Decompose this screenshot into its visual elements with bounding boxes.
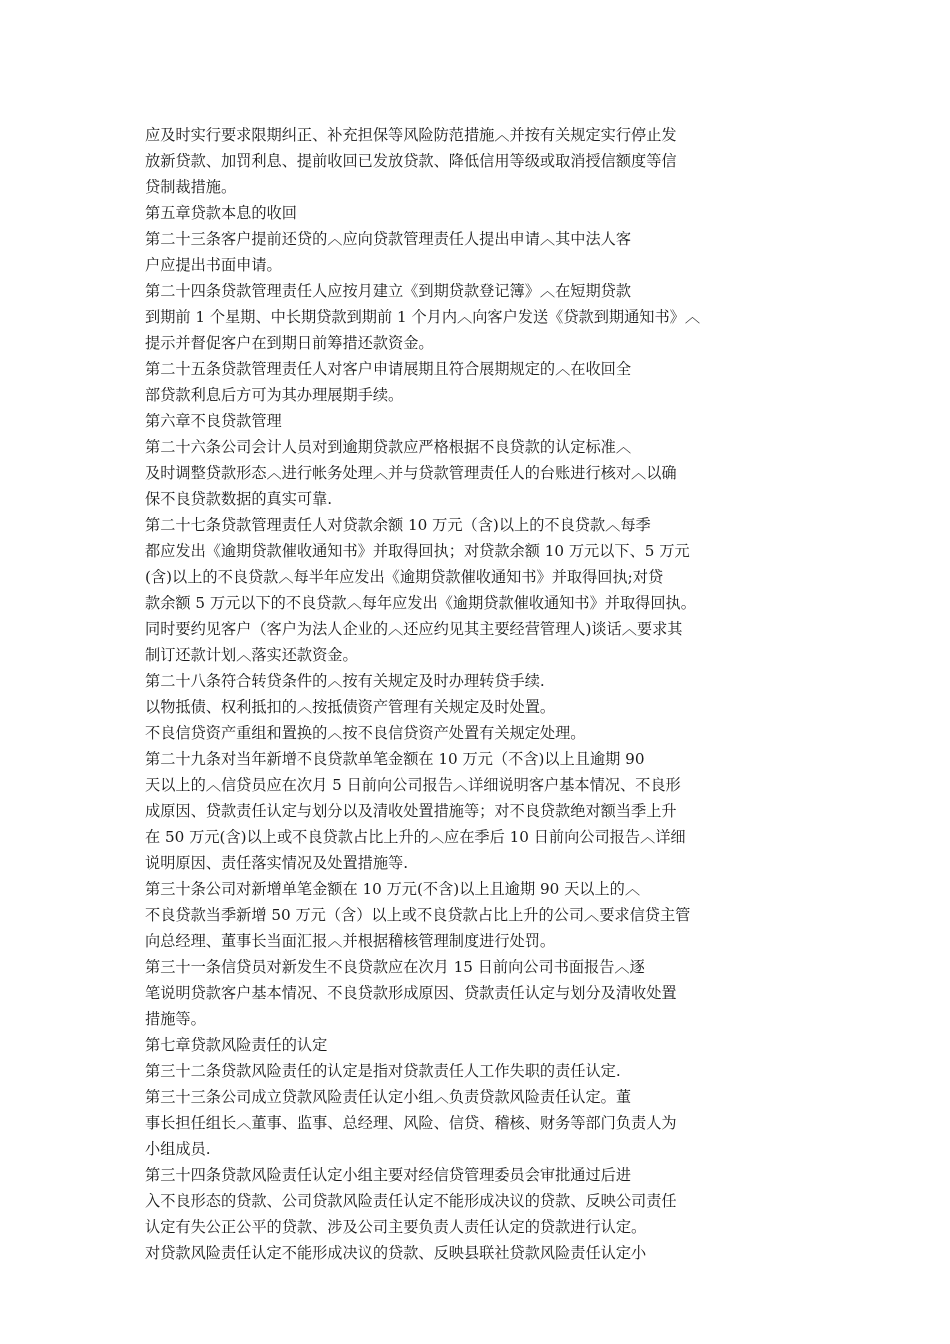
- document-body: [145, 122, 765, 1266]
- text-line: 入不良形态的贷款、公司贷款风险责任认定不能形成决议的贷款、反映公司责任: [145, 1192, 677, 1210]
- text-line: 以物抵债、权利抵扣的︿按抵债资产管理有关规定及时处置。: [145, 698, 556, 716]
- text-line: 第二十六条公司会计人员对到逾期贷款应严格根据不良贷款的认定标准︿: [145, 438, 631, 456]
- text-line: 保不良贷款数据的真实可靠.: [145, 490, 333, 508]
- chapter-heading: 第七章贷款风险责任的认定: [145, 1036, 328, 1054]
- text-line: 第三十四条贷款风险责任认定小组主要对经信贷管理委员会审批通过后进: [145, 1166, 631, 1184]
- text-line: 成原因、贷款责任认定与划分以及清收处置措施等；对不良贷款绝对额当季上升: [145, 802, 677, 820]
- text-line: 不良信贷资产重组和置换的︿按不良信贷资产处置有关规定处理。: [145, 724, 586, 742]
- text-line: 小组成员.: [145, 1140, 211, 1158]
- text-line: 提示并督促客户在到期日前筹措还款资金。: [145, 334, 434, 352]
- text-line: 认定有失公正公平的贷款、涉及公司主要负责人责任认定的贷款进行认定。: [145, 1218, 647, 1236]
- text-line: 措施等。: [145, 1010, 206, 1028]
- text-line: 向总经理、董事长当面汇报︿并根据稽核管理制度进行处罚。: [145, 932, 556, 950]
- text-line: 笔说明贷款客户基本情况、不良贷款形成原因、贷款责任认定与划分及清收处置: [145, 984, 677, 1002]
- text-line: 在 50 万元(含)以上或不良贷款占比上升的︿应在季后 10 日前向公司报告︿详细: [145, 828, 686, 846]
- text-line: 说明原因、责任落实情况及处置措施等.: [145, 854, 409, 872]
- text-line: 及时调整贷款形态︿进行帐务处理︿并与贷款管理责任人的台账进行核对︿以确: [145, 464, 677, 482]
- text-line: 制订还款计划︿落实还款资金。: [145, 646, 358, 664]
- text-line: 不良贷款当季新增 50 万元（含）以上或不良贷款占比上升的公司︿要求信贷主管: [145, 906, 691, 924]
- text-line: 放新贷款、加罚利息、提前收回已发放贷款、降低信用等级或取消授信额度等信: [145, 152, 677, 170]
- chapter-heading: 第五章贷款本息的收回: [145, 204, 297, 222]
- text-line: 第三十条公司对新增单笔金额在 10 万元(不含)以上且逾期 90 天以上的︿: [145, 880, 641, 898]
- text-line: 第二十九条对当年新增不良贷款单笔金额在 10 万元（不含)以上且逾期 90: [145, 750, 645, 768]
- text-line: (含)以上的不良贷款︿每半年应发出《逾期贷款催收通知书》并取得回执;对贷: [145, 568, 664, 586]
- text-line: 第三十一条信贷员对新发生不良贷款应在次月 15 日前向公司书面报告︿逐: [145, 958, 645, 976]
- text-line: 部贷款利息后方可为其办理展期手续。: [145, 386, 404, 404]
- text-line: 应及时实行要求限期纠正、补充担保等风险防范措施︿并按有关规定实行停止发: [145, 126, 677, 144]
- text-line: 同时要约见客户（客户为法人企业的︿还应约见其主要经营管理人)谈话︿要求其: [145, 620, 683, 638]
- text-line: 第二十五条贷款管理责任人对客户申请展期且符合展期规定的︿在收回全: [145, 360, 631, 378]
- chapter-heading: 第六章不良贷款管理: [145, 412, 282, 430]
- text-line: 都应发出《逾期贷款催收通知书》并取得回执；对贷款余额 10 万元以下、5 万元: [145, 542, 690, 560]
- text-line: 贷制裁措施。: [145, 178, 237, 196]
- text-line: 对贷款风险责任认定不能形成决议的贷款、反映县联社贷款风险责任认定小: [145, 1244, 647, 1262]
- text-line: 第三十三条公司成立贷款风险责任认定小组︿负责贷款风险责任认定。董: [145, 1088, 631, 1106]
- text-line: 第二十七条贷款管理责任人对贷款余额 10 万元（含)以上的不良贷款︿每季: [145, 516, 651, 534]
- text-line: 事长担任组长︿董事、监事、总经理、风险、信贷、稽核、财务等部门负责人为: [145, 1114, 677, 1132]
- text-line: 第三十二条贷款风险责任的认定是指对贷款责任人工作失职的责任认定.: [145, 1062, 621, 1080]
- text-line: 第二十八条符合转贷条件的︿按有关规定及时办理转贷手续.: [145, 672, 545, 690]
- text-line: 第二十三条客户提前还贷的︿应向贷款管理责任人提出申请︿其中法人客: [145, 230, 631, 248]
- text-line: 款余额 5 万元以下的不良贷款︿每年应发出《逾期贷款催收通知书》并取得回执。: [145, 594, 696, 612]
- text-line: 第二十四条贷款管理责任人应按月建立《到期贷款登记簿》︿在短期贷款: [145, 282, 631, 300]
- text-line: 天以上的︿信贷员应在次月 5 日前向公司报告︿详细说明客户基本情况、不良形: [145, 776, 681, 794]
- text-line: 到期前 1 个星期、中长期贷款到期前 1 个月内︿向客户发送《贷款到期通知书》︿: [145, 308, 701, 326]
- text-line: 户应提出书面申请。: [145, 256, 282, 274]
